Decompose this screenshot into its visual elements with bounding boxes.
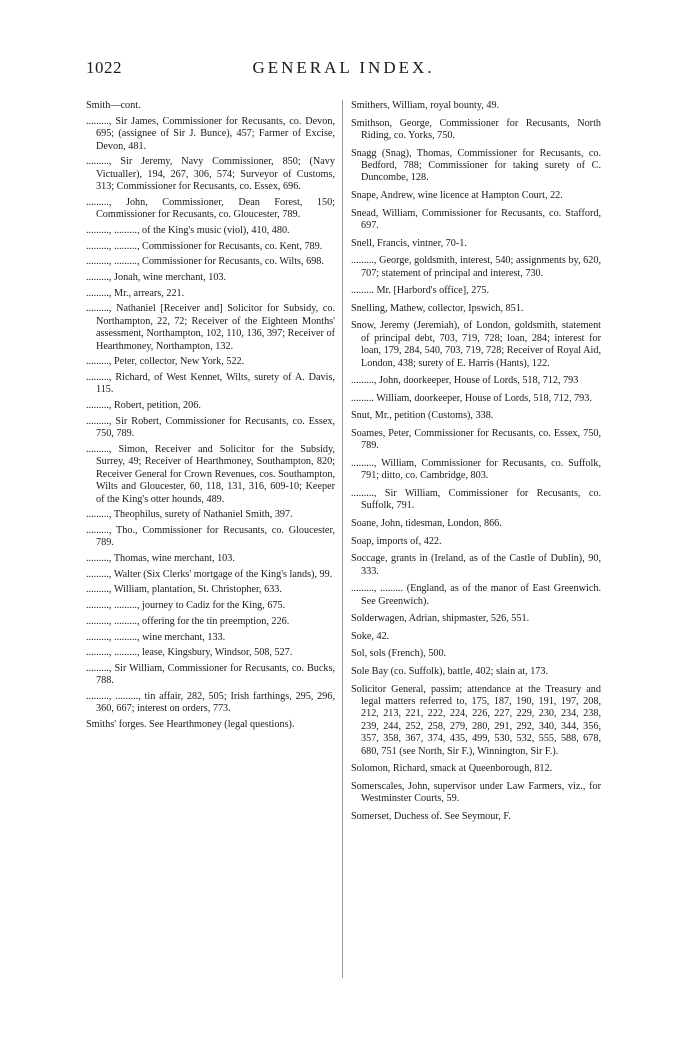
index-entry: ........., Sir James, Commissioner for Recusants, co. Devon, 695; (assignee of Sir J. Bunce), 457; Farmer of Excise, Devon, 481. [86,115,335,152]
index-entry: ........., John, Commissioner, Dean Forest, 150; Commissioner for Recusants, co. Gloucester, 789. [86,196,335,221]
index-entry: Soames, Peter, Commissioner for Recusants, co. Essex, 750, 789. [351,427,601,452]
column-divider [342,100,343,978]
index-entry: ........., ........., of the King's music (viol), 410, 480. [86,224,290,236]
index-entry: Snape, Andrew, wine licence at Hampton Court, 22. [351,190,563,201]
page-header [86,58,601,82]
index-entry: Solicitor General, passim; attendance at the Treasury and legal matters referred to, 175, 187, 190, 191, 197, 208, 212, 213, 221, 222, 224, 226, 227, 229, 230, 234, 238, 239, 244, 252, 258, 279, 280, 291, 292, 340, 344, 356, 357, 358, 367, 374, 435, 499, 530, 532, 555, 588, 678, 680, 751 (see North, Sir F.), Winnington, Sir F.). [351,683,601,757]
left-column [86,100,335,735]
index-entry: ........., Robert, petition, 206. [86,400,201,412]
index-entry: ........., George, goldsmith, interest, 540; assignments by, 620, 707; statement of principal and interest, 730. [351,255,601,279]
index-entry: ........., ......... (England, as of the manor of East Greenwich. See Greenwich). [351,583,601,607]
index-entry: ........., Peter, collector, New York, 522. [86,356,245,368]
index-entry: ........., Richard, of West Kennet, Wilts, surety of A. Davis, 115. [86,371,335,396]
index-entry: Snell, Francis, vintner, 70-1. [351,237,467,249]
index-entry: ........., Walter (Six Clerks' mortgage of the King's lands), 99. [86,568,333,580]
index-entry: ......... William, doorkeeper, House of Lords, 518, 712, 793. [351,392,592,404]
index-entry: ........., ........., Commissioner for Recusants, co. Kent, 789. [86,240,323,252]
index-entry: ........., ........., Commissioner for Recusants, co. Wilts, 698. [86,256,324,268]
index-entry: Smiths' forges. See Hearthmoney (legal questions). [86,719,295,731]
index-entry: ........., ........., lease, Kingsbury, Windsor, 508, 527. [86,647,293,659]
index-entry: Snut, Mr., petition (Customs), 338. [351,410,494,422]
index-entry: ........., Simon, Receiver and Solicitor for the Subsidy, Surrey, 49; Receiver of Hearthmoney, Southampton, 820; Receiver General for Crown Revenues, cos. Southampton, Wilts and Gloucester, 60, 118, 131, 316, 609-10; Keeper of the King's otter hounds, 489. [86,443,335,505]
index-entry: Snelling, Mathew, collector, Ipswich, 851. [351,302,524,314]
index-entry: Solomon, Richard, smack at Queenborough, 812. [351,763,553,775]
index-entry: ........., ........., tin affair, 282, 505; Irish farthings, 295, 296, 360, 667; interest on orders, 773. [86,691,335,715]
index-entry: ........., ........., offering for the tin preemption, 226. [86,615,290,627]
index-entry: Snead, William, Commissioner for Recusants, co. Stafford, 697. [351,207,601,231]
index-entry: ........., Mr., arrears, 221. [86,287,185,299]
index-entry: Sole Bay (co. Suffolk), battle, 402; slain at, 173. [351,665,549,677]
index-entry: Somerscales, John, supervisor under Law Farmers, viz., for Westminster Courts, 59. [351,780,601,805]
index-entry: ........., Tho., Commissioner for Recusants, co. Gloucester, 789. [86,524,335,549]
index-entry: ........., Jonah, wine merchant, 103. [86,271,227,283]
index-entry: Soke, 42. [351,630,390,642]
index-entry: ........., Sir William, Commissioner for Recusants, co. Bucks, 788. [86,662,335,687]
right-column [351,100,601,828]
index-entry: ........., ........., wine merchant, 133. [86,631,226,643]
index-entry: Smith—cont. [86,100,141,111]
index-entry: ........., Theophilus, surety of Nathaniel Smith, 397. [86,509,293,521]
index-entry: ........., Sir William, Commissioner for Recusants, co. Suffolk, 791. [351,487,601,512]
index-entry: Soccage, grants in (Ireland, as of the Castle of Dublin), 90, 333. [351,553,601,577]
index-entry: Smithers, William, royal bounty, 49. [351,100,500,111]
index-entry: ........., Sir Robert, Commissioner for Recusants, co. Essex, 750, 789. [86,415,335,440]
index-entry: ........., Thomas, wine merchant, 103. [86,553,235,565]
index-entry: ........., John, doorkeeper, House of Lords, 518, 712, 793 [351,375,579,387]
index-entry: Somerset, Duchess of. See Seymour, F. [351,810,511,822]
index-entry: ........., ........., journey to Cadiz for the King, 675. [86,600,286,612]
index-entry: ........., William, plantation, St. Christopher, 633. [86,584,282,596]
index-entry: ........., Sir Jeremy, Navy Commissioner, 850; (Navy Victualler), 194, 267, 306, 574; Surveyor of Customs, 313; Commissioner for Recusants, co. Essex, 696. [86,156,335,193]
index-entry: Smithson, George, Commissioner for Recusants, North Riding, co. Yorks, 750. [351,117,601,141]
index-entry: Snagg (Snag), Thomas, Commissioner for Recusants, co. Bedford, 788; Commissioner for taking surety of C. Duncombe, 128. [351,147,601,184]
index-entry: ........., William, Commissioner for Recusants, co. Suffolk, 791; ditto, co. Cambridge, 803. [351,457,601,482]
index-entry: Soap, imports of, 422. [351,535,442,547]
index-entry: Snow, Jeremy (Jeremiah), of London, goldsmith, statement of principal debt, 703, 719, 728; loan, 284; interest for loan, 179, 284, 540, 703, 719, 728; Receiver of Royal Aid, London, 438; surety of E. Harris (Hants), 122. [351,320,601,369]
index-entry: ........., Nathaniel [Receiver and] Solicitor for Subsidy, co. Northampton, 22, 72; Receiver of the Eighteen Months' assessment, Northampton, 102, 110, 136, 397; Receiver of Hearthmoney, Northampton, 132. [86,303,335,352]
index-entry: Sol, sols (French), 500. [351,648,447,660]
index-entry: Solderwagen, Adrian, shipmaster, 526, 551. [351,613,530,625]
index-entry: Soane, John, tidesman, London, 866. [351,517,502,529]
page-title: GENERAL INDEX. [252,58,435,77]
index-entry: ......... Mr. [Harbord's office], 275. [351,285,490,297]
page-number: 1022 [86,58,122,77]
